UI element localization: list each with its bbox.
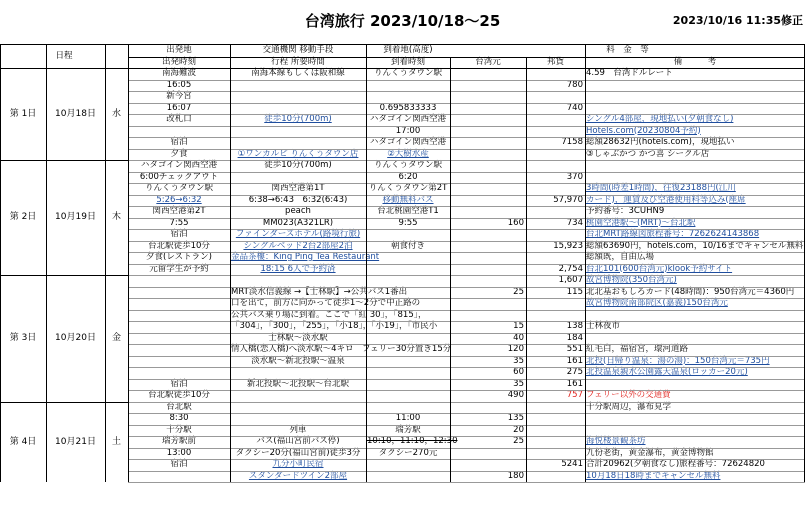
day-2-day-label: 第 2日 — [9, 212, 37, 222]
cell-jpy: 161 — [566, 355, 583, 366]
cell-transport — [230, 402, 366, 414]
cell-depart — [128, 344, 230, 356]
cell-note: 総額既，自由広場 — [586, 252, 655, 262]
cell-jpy — [526, 402, 585, 414]
cell-twd — [450, 183, 526, 195]
cell-note — [585, 379, 805, 391]
cell-twd: 490 — [507, 390, 524, 400]
cell-depart: 6:00チェックアウト — [139, 171, 219, 182]
cell-depart: 13:00 — [166, 447, 192, 458]
day-1-day-of-week: 水 — [111, 109, 121, 119]
cell-arrive: 0.695833333 — [379, 102, 437, 113]
cell-transport: 九分小町民宿 — [272, 459, 324, 469]
cell-note: 4.59 台湾ドルレート — [586, 68, 673, 78]
cell-transport — [230, 126, 366, 138]
cell-depart: 台北駅徒歩10分 — [148, 390, 210, 400]
cell-jpy — [526, 160, 585, 172]
cell-depart: 宿泊 — [170, 229, 188, 239]
cell-arrive — [366, 287, 450, 299]
column-line — [526, 57, 527, 483]
header-notes: 備 考 — [673, 56, 717, 67]
cell-arrive — [366, 402, 450, 414]
cell-transport — [230, 413, 366, 425]
cell-arrive — [366, 321, 450, 333]
cell-jpy — [526, 183, 585, 195]
revision-timestamp: 2023/10/16 11:35修正 — [672, 14, 803, 27]
cell-arrive: りんくうタウン駅 — [373, 160, 442, 170]
cell-depart: 台北駅徒歩10分 — [148, 240, 210, 251]
cell-note: 九份老街，黄金瀑布，黄金博物館 — [586, 447, 714, 458]
column-line — [230, 45, 231, 482]
cell-depart: 8:30 — [169, 413, 189, 423]
cell-arrive: 瑞芳駅 — [395, 424, 421, 435]
cell-twd — [450, 103, 526, 115]
cell-arrive: 17:00 — [395, 125, 421, 136]
cell-depart: 夕食(レストラン) — [146, 252, 212, 262]
page-title: 台湾旅行 2023/10/18～25 — [304, 12, 501, 30]
cell-note: 十分駅周辺，瀑布見学 — [586, 401, 672, 412]
cell-twd — [450, 195, 526, 207]
day-4-day-of-week: 土 — [111, 436, 121, 447]
cell-jpy — [526, 448, 585, 460]
cell-transport — [230, 367, 366, 379]
cell-depart: 瑞芳駅前 — [161, 436, 196, 446]
column-line — [366, 45, 367, 482]
cell-twd — [450, 206, 526, 218]
cell-note: 故宮博物院(350台湾元) — [586, 275, 677, 285]
cell-depart: 元留学生が予約 — [149, 263, 209, 274]
cell-depart: ハタゴイン関西空港 — [140, 160, 218, 170]
cell-transport: 徒歩10分(700m) — [264, 114, 332, 124]
day-4-day-date: 10月21日 — [55, 436, 96, 447]
cell-arrive — [366, 91, 450, 103]
cell-jpy — [526, 310, 585, 322]
cell-depart: 16:05 — [166, 79, 192, 90]
header-route: 行程 所要時間 — [271, 56, 325, 67]
cell-twd — [450, 264, 526, 276]
header-twd: 台湾元 — [475, 56, 501, 67]
cell-arrive — [366, 264, 450, 276]
cell-note — [585, 103, 805, 115]
cell-arrive — [366, 275, 450, 287]
cell-transport: 淡水駅～新北投駅～温泉 — [251, 355, 345, 366]
cell-note: Hotels.com(20230804予約) — [586, 125, 701, 136]
cell-arrive: 11:00 — [395, 413, 421, 423]
cell-arrive: 移動無料バス — [382, 194, 434, 205]
cell-note — [585, 333, 805, 345]
cell-twd — [450, 137, 526, 149]
cell-transport: 6:38→6:43 6:32(6:43) — [248, 194, 348, 205]
cell-arrive: 10:10，11:10，12:30 — [367, 436, 458, 446]
cell-jpy — [526, 114, 585, 126]
cell-transport: スタンダードツイン2部屋 — [248, 470, 348, 481]
cell-jpy — [526, 425, 585, 437]
cell-transport: MRT淡水信義線 →【士林駅】→公共バス1番出 — [231, 286, 408, 297]
cell-arrive: タクシー270元 — [378, 447, 438, 458]
cell-depart — [128, 333, 230, 345]
cell-depart — [128, 367, 230, 379]
cell-arrive — [366, 471, 450, 483]
cell-jpy: 138 — [566, 321, 583, 331]
cell-transport: タクシー20分(福山宮前)徒歩3分 — [235, 447, 361, 458]
cell-twd: 180 — [507, 470, 524, 481]
cell-jpy — [526, 229, 585, 241]
cell-note: 紅毛白，福宿宮，環河道路 — [586, 344, 689, 354]
cell-jpy: 740 — [566, 102, 583, 113]
cell-arrive — [366, 310, 450, 322]
cell-transport: peach — [285, 206, 311, 216]
cell-note: 合計20962(夕朝食なし)旅程番号：72624820 — [586, 459, 765, 469]
cell-depart — [128, 298, 230, 310]
cell-depart: 南海難波 — [161, 68, 196, 78]
cell-twd: 135 — [507, 413, 524, 423]
cell-arrive — [366, 356, 450, 368]
cell-note: 北投(日帰り温泉：湯の湯)：150台湾元＝735円 — [586, 355, 770, 366]
cell-jpy: 734 — [566, 217, 583, 228]
column-line — [450, 57, 451, 483]
cell-twd — [450, 298, 526, 310]
cell-arrive: 9:55 — [398, 217, 418, 228]
itinerary-table — [0, 44, 805, 482]
cell-arrive: ハタゴイン関西空港 — [369, 114, 447, 124]
day-3-day-of-week: 金 — [111, 333, 121, 343]
cell-transport: シングルベッド2台2部屋2泊 — [243, 240, 353, 251]
cell-jpy — [526, 471, 585, 483]
cell-jpy: 370 — [566, 171, 583, 182]
cell-arrive: りんくうタウン第2T — [368, 183, 448, 193]
cell-note: シングル4部屋，現地払い(夕朝食なし) — [586, 114, 734, 124]
cell-jpy: 15,923 — [553, 240, 583, 251]
cell-note: 台北MRT路線図旅程番号：7262624143868 — [586, 229, 760, 239]
cell-jpy — [526, 126, 585, 138]
cell-twd — [450, 229, 526, 241]
cell-jpy: 7158 — [561, 137, 583, 147]
cell-note — [585, 425, 805, 437]
cell-arrive — [366, 367, 450, 379]
cell-depart — [128, 356, 230, 368]
cell-transport — [230, 275, 366, 287]
column-line — [0, 45, 1, 482]
cell-transport: 列車 — [289, 424, 307, 435]
cell-twd: 35 — [513, 378, 524, 389]
cell-depart: 十分駅 — [166, 424, 192, 435]
cell-arrive: りんくうタウン駅 — [373, 68, 442, 78]
cell-depart: 宿泊 — [170, 459, 188, 469]
cell-transport: 徒歩10分(700m) — [264, 160, 332, 170]
cell-jpy — [526, 298, 585, 310]
cell-transport: 公共バス乗り場に到着。ここで「紅 30」，「815」， — [231, 309, 427, 320]
cell-depart: 7:55 — [169, 217, 189, 228]
cell-transport: ファインダーズホテル(路境行旅) — [235, 229, 361, 239]
cell-twd — [450, 172, 526, 184]
header-jpy: 邦貨 — [546, 56, 564, 67]
row-line — [128, 482, 805, 483]
cell-note: 海悦楼景観茶坊 — [586, 436, 646, 446]
cell-twd: 60 — [513, 367, 524, 377]
cell-jpy — [526, 436, 585, 448]
cell-twd — [450, 275, 526, 287]
cell-twd — [450, 160, 526, 172]
cell-twd: 40 — [513, 332, 524, 343]
cell-jpy: 551 — [566, 344, 583, 354]
cell-depart — [128, 471, 230, 483]
cell-note — [585, 91, 805, 103]
cell-note: 総額63690円，hotels.com，10/16までキャンセル無料 — [586, 240, 804, 251]
header-depart-time: 出発時刻 — [161, 56, 196, 67]
cell-depart: 宿泊 — [170, 378, 188, 389]
cell-transport — [230, 91, 366, 103]
cell-transport — [230, 390, 366, 402]
cell-twd — [450, 310, 526, 322]
cell-arrive: 台北桃園空港T1 — [377, 206, 439, 216]
header-arrive-time: 到着時刻 — [390, 56, 425, 67]
cell-jpy — [526, 413, 585, 425]
cell-twd — [450, 149, 526, 161]
day-1-day-date: 10月18日 — [55, 109, 96, 119]
cell-arrive — [366, 252, 450, 264]
cell-transport: バス(福山宮前バス停) — [256, 436, 340, 446]
cell-note: 10月18日18時までキャンセル無料 — [586, 470, 721, 481]
day-4-day-label: 第 4日 — [9, 436, 37, 447]
cell-depart: 台北駅 — [166, 401, 192, 412]
cell-twd — [450, 126, 526, 138]
cell-note: カード)，運賃及び空港使用料等込み(座席 — [586, 194, 746, 205]
cell-depart: 夕食 — [170, 148, 188, 159]
cell-note: ③しゃぶかつ かつ喜 シークル店 — [586, 148, 710, 159]
cell-transport: ①ワンカルビ りんくうタウン店 — [237, 148, 359, 159]
cell-note — [585, 80, 805, 92]
cell-depart: 新今宮 — [166, 91, 192, 101]
cell-jpy: 780 — [566, 79, 583, 90]
cell-twd — [450, 402, 526, 414]
cell-twd — [450, 68, 526, 80]
day-1-day-label: 第 1日 — [9, 109, 37, 119]
cell-note: 予約番号：3CUHN9 — [586, 206, 665, 216]
cell-jpy: 275 — [566, 367, 583, 377]
cell-arrive — [366, 379, 450, 391]
cell-arrive — [366, 229, 450, 241]
cell-transport — [230, 172, 366, 184]
cell-arrive — [366, 344, 450, 356]
cell-arrive: 6:20 — [398, 171, 418, 182]
day-2-day-date: 10月19日 — [55, 212, 96, 222]
cell-transport — [230, 137, 366, 149]
cell-twd — [450, 448, 526, 460]
cell-twd: 160 — [507, 217, 524, 228]
cell-note: 桃園空港駅～(MRT)～台北駅 — [586, 217, 696, 228]
cell-transport: 士林駅～淡水駅 — [268, 332, 328, 343]
cell-twd: 25 — [513, 436, 524, 446]
cell-depart — [128, 287, 230, 299]
day-separator — [0, 68, 805, 69]
cell-transport: 南海本線もしくは阪和線 — [251, 68, 345, 78]
cell-twd: 120 — [507, 344, 524, 354]
cell-note — [585, 172, 805, 184]
cell-twd — [450, 91, 526, 103]
cell-depart — [128, 321, 230, 333]
cell-jpy: 184 — [566, 332, 583, 343]
cell-transport: MM023(A321LR) — [262, 217, 334, 228]
cell-depart: 関西空港第2T — [152, 206, 206, 216]
cell-note: 台北101(600台湾元)klook予約サイト — [586, 263, 733, 274]
cell-note: フェリー以外の交通費 — [586, 390, 671, 400]
cell-twd — [450, 80, 526, 92]
cell-twd — [450, 459, 526, 471]
header-transport: 交通機関 移動手段 — [262, 45, 334, 55]
cell-arrive: ハタゴイン関西空港 — [369, 137, 447, 147]
cell-twd: 25 — [513, 286, 524, 297]
cell-transport: 新北投駅～北投駅～台北駅 — [246, 378, 349, 389]
cell-depart: 16:07 — [166, 102, 192, 113]
day-2-day-of-week: 木 — [111, 212, 121, 222]
cell-jpy — [526, 206, 585, 218]
header-arrival: 到着地(高度) — [383, 45, 433, 55]
cell-depart: 宿泊 — [170, 137, 188, 147]
cell-twd — [450, 252, 526, 264]
cell-jpy: 115 — [566, 286, 583, 297]
cell-note: 北北基おもしろカード(48時間)：950台湾元＝4360円 — [586, 286, 795, 297]
cell-arrive: 朝食付き — [390, 240, 425, 251]
header-departure: 出発地 — [166, 45, 192, 55]
cell-arrive — [366, 298, 450, 310]
cell-transport: 口を出て，前方に向かって徒歩1～2分で中正路の — [231, 298, 421, 308]
cell-depart: 5:26→6:32 — [156, 194, 202, 205]
cell-note: 故宮博物院南部院区(嘉義)150台湾元 — [586, 298, 728, 308]
column-line — [105, 45, 106, 482]
column-line — [46, 45, 47, 482]
cell-transport: 関西空港第1T — [271, 183, 325, 193]
cell-jpy: 2,754 — [558, 263, 583, 274]
column-line — [585, 45, 586, 482]
cell-jpy — [526, 149, 585, 161]
cell-jpy: 757 — [566, 390, 583, 400]
cell-transport: 18:15 6人で予約済 — [260, 263, 336, 274]
cell-depart: りんくうタウン駅 — [144, 183, 213, 193]
cell-jpy: 1,607 — [558, 275, 583, 285]
cell-twd: 20 — [513, 424, 524, 435]
day-3-day-label: 第 3日 — [9, 333, 37, 343]
cell-transport — [230, 80, 366, 92]
cell-depart — [128, 275, 230, 287]
cell-arrive — [366, 333, 450, 345]
cell-note — [585, 310, 805, 322]
cell-twd — [450, 241, 526, 253]
cell-note: 士林夜市 — [586, 321, 621, 331]
cell-jpy: 57,970 — [553, 194, 583, 205]
header-fees: 料 金 等 — [606, 45, 649, 55]
cell-arrive — [366, 390, 450, 402]
cell-arrive: ②大樹水産 — [387, 148, 429, 159]
cell-jpy — [526, 91, 585, 103]
cell-transport: 「304」，「300」，「255」，「小18」，「小19」，「市民小 — [231, 321, 438, 331]
cell-note: 3時間(時差1時間)，往復23188円(江川 — [586, 183, 736, 193]
cell-arrive — [366, 459, 450, 471]
cell-depart — [128, 310, 230, 322]
cell-transport — [230, 103, 366, 115]
cell-jpy: 5241 — [561, 459, 583, 469]
cell-jpy — [526, 68, 585, 80]
cell-transport: 情人橋(恋人橋)へ淡水駅～4キロ フェリー30分置き15分 — [231, 344, 452, 354]
cell-jpy: 161 — [566, 378, 583, 389]
day-3-day-date: 10月20日 — [55, 333, 96, 343]
cell-twd: 35 — [513, 355, 524, 366]
column-line — [128, 45, 129, 482]
cell-note: 北投温泉親水公園露天温泉(ロッカー20元) — [586, 367, 748, 377]
cell-twd: 15 — [513, 321, 524, 331]
cell-transport: 金品茶樓：King Ping Tea Restaurant — [231, 252, 380, 262]
cell-jpy — [526, 252, 585, 264]
cell-note: 総額28632円(hotels.com)，現地払い — [586, 137, 735, 147]
cell-depart: 改札口 — [166, 114, 192, 124]
cell-arrive — [366, 80, 450, 92]
header-schedule: 日程 — [55, 51, 73, 61]
cell-note — [585, 413, 805, 425]
cell-twd — [450, 114, 526, 126]
cell-depart — [128, 126, 230, 138]
cell-note — [585, 160, 805, 172]
